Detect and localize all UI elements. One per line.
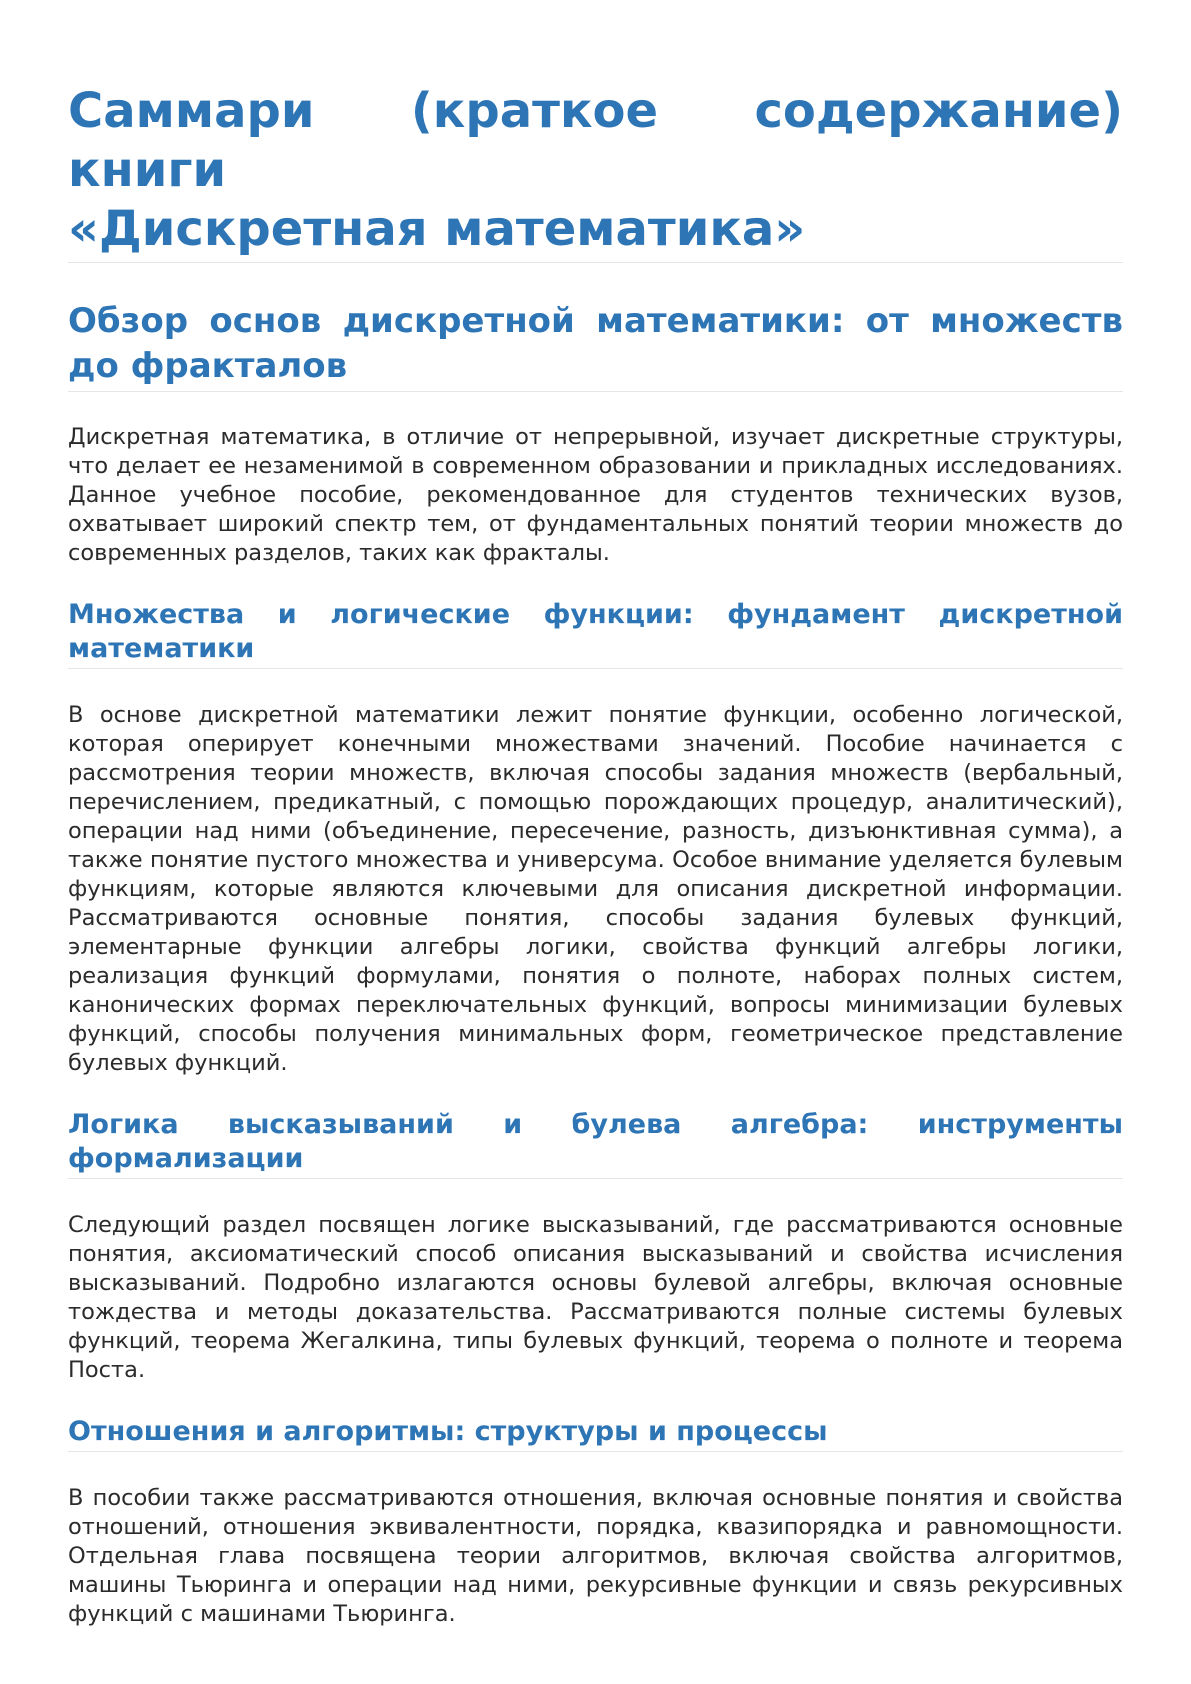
section-paragraph-logic: Следующий раздел посвящен логике высказываний, где рассматриваются основные понятия, аксиоматический способ описания высказываний и свойства исчисления высказываний. Подробно излагаются основы булевой алгебры, включая основные тождества и методы доказательства. Рассматриваются полные системы булевых функций, теорема Жегалкина, типы булевых функций, теорема о полноте и теорема Поста.: [68, 1212, 1123, 1383]
document-subtitle: Обзор основ дискретной математики: от множеств до фракталов: [68, 299, 1123, 392]
section-paragraph-sets: В основе дискретной математики лежит понятие функции, особенно логической, которая оперирует конечными множествами значений. Пособие начинается с рассмотрения теории множеств, включая способы задания множеств (вербальный, перечислением, предикатный, с помощью порождающих процедур, аналитический), операции над ними (объединение, пересечение, разность, дизъюнктивная сумма), а также понятие пустого множества и универсума. Особое внимание уделяется булевым функциям, которые являются ключевыми для описания дискретной информации. Рассматриваются основные понятия, способы задания булевых функций, элементарные функции алгебры логики, свойства функций алгебры логики, реализация функций формулами, понятия о полноте, наборах полных систем, канонических формах переключательных функций, вопросы минимизации булевых функций, способы получения минимальных форм, геометрическое представление булевых функций.: [68, 702, 1123, 1076]
intro-paragraph: Дискретная математика, в отличие от непрерывной, изучает дискретные структуры, что делает ее незаменимой в современном образовании и прикладных исследованиях. Данное учебное пособие, рекомендованное для студентов технических вузов, охватывает широкий спектр тем, от фундаментальных понятий теории множеств до современных разделов, таких как фракталы.: [68, 424, 1123, 566]
section-heading-logic: Логика высказываний и булева алгебра: инструменты формализации: [68, 1108, 1123, 1179]
section-heading-relations: Отношения и алгоритмы: структуры и процессы: [68, 1415, 1123, 1452]
document-title-line-1: Саммари (краткое содержание) книги: [68, 83, 1123, 198]
document-title-line-2: «Дискретная математика»: [68, 201, 806, 257]
section-heading-sets: Множества и логические функции: фундамент дискретной математики: [68, 598, 1123, 669]
section-paragraph-relations: В пособии также рассматриваются отношения, включая основные понятия и свойства отношений, отношения эквивалентности, порядка, квазипорядка и равномощности. Отдельная глава посвящена теории алгоритмов, включая свойства алгоритмов, машины Тьюринга и операции над ними, рекурсивные функции и связь рекурсивных функций с машинами Тьюринга.: [68, 1485, 1123, 1627]
document-title: [68, 82, 1123, 263]
document-page: [68, 82, 1123, 1629]
